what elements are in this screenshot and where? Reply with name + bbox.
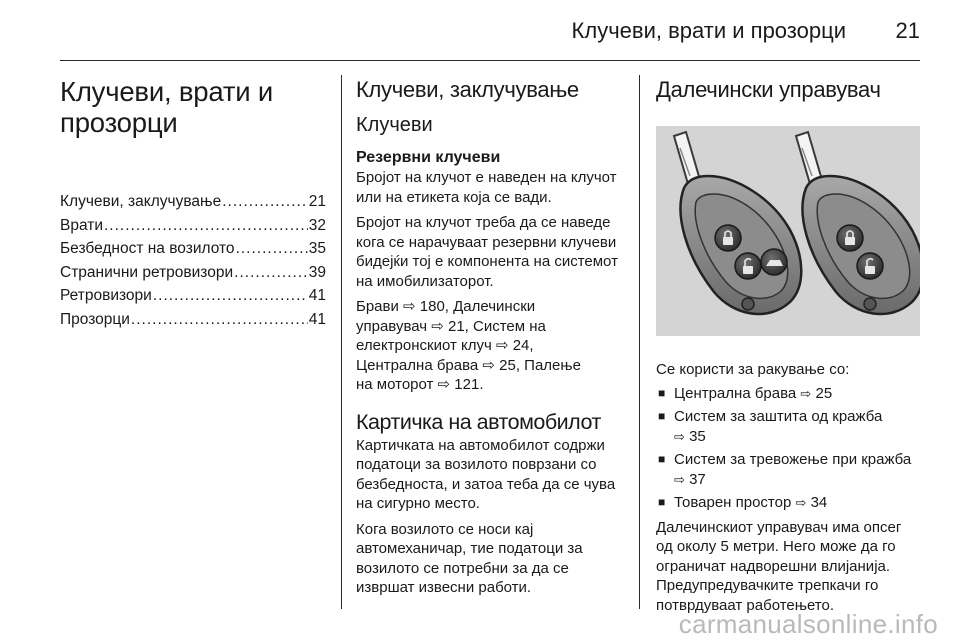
watermark: carmanualsonline.info	[678, 609, 938, 639]
header-divider	[60, 60, 920, 61]
page-ref[interactable]: 35	[689, 427, 706, 445]
ref-line[interactable]: на моторот ⇨ 121.	[356, 376, 484, 393]
remote-key-illustration	[656, 126, 920, 336]
toc-item[interactable]: Клучеви, заклучување ..... 21	[60, 190, 326, 214]
table-of-contents	[60, 190, 326, 331]
usage-list	[656, 384, 922, 514]
section-heading: Клучеви, заклучување	[356, 77, 579, 102]
key-number-paragraph: Бројот на клучот е наведен на клучот или на етикета која се вади.	[356, 169, 617, 206]
page-ref[interactable]: 37	[689, 470, 706, 488]
toc-item[interactable]: Странични ретровизори ..... 39	[60, 261, 326, 285]
page-ref[interactable]: 25	[815, 384, 833, 402]
workshop-paragraph: Кога возилото се носи кај автомеханичар, тие податоци за возилото се потребни за да се извршат извесни работи.	[356, 520, 583, 596]
reference-arrow-icon: ⇨	[795, 496, 807, 511]
ref-line[interactable]: Брави ⇨ 180, Далечински	[356, 298, 536, 315]
usage-item: ■ Систем за тревожење при кражба ⇨ 37	[656, 450, 922, 490]
column-divider-1	[341, 75, 342, 609]
usage-intro: Се користи за ракување со:	[656, 361, 850, 378]
car-card-paragraph: Картичката на автомобилот содржи податоци за возилото поврзани со безбедноста, и затоа теба да се чува на сигурно место.	[356, 436, 616, 512]
column-divider-2	[639, 75, 640, 609]
range-paragraph: Далечинскиот управувач има опсег од околу 5 метри. Него може да го ограничат надворешни влијанија. Предупредувачките трепкачи го потврдуваат работењето.	[656, 518, 902, 614]
remote-keys-svg	[656, 126, 920, 336]
ref-line[interactable]: електронскиот клуч ⇨ 24,	[356, 337, 534, 354]
spare-key-paragraph: Бројот на клучот треба да се наведе кога се нарачуваат резервни клучеви бидејќи тој е компонента на системот на имобилизаторот.	[356, 214, 618, 290]
chapter-title: Клучеви, врати и прозорци	[60, 76, 274, 138]
usage-item: ■ Товарен простор ⇨ 34	[656, 493, 922, 514]
reference-arrow-icon: ⇨	[800, 386, 812, 402]
page-header	[60, 14, 920, 44]
chapter-column	[60, 62, 326, 331]
remote-heading: Далечински управувач	[656, 77, 881, 102]
reference-arrow-icon: ⇨	[674, 429, 685, 445]
toc-item[interactable]: Ретровизори ..... 41	[60, 284, 326, 308]
page-number: 21	[895, 18, 920, 43]
ref-line[interactable]: управувач ⇨ 21, Систем на	[356, 317, 546, 335]
usage-item: ■ Централна брава ⇨ 25	[656, 384, 922, 405]
car-card-heading: Картичка на автомобилот	[356, 409, 601, 434]
cross-reference-paragraph	[356, 297, 624, 395]
remote-key-left	[674, 132, 801, 314]
remote-key-right	[796, 132, 920, 314]
toc-item[interactable]: Врати ..... 32	[60, 214, 326, 238]
spare-keys-heading: Резервни клучеви	[356, 149, 501, 166]
usage-item: ■ Систем за заштита од кражба ⇨ 35	[656, 407, 922, 447]
header-title: Клучеви, врати и прозорци	[571, 18, 846, 43]
toc-item[interactable]: Прозорци ..... 41	[60, 308, 326, 332]
ref-line[interactable]: Централна брава ⇨ 25, Палење	[356, 356, 581, 374]
toc-item[interactable]: Безбедност на возилото ..... 35	[60, 237, 326, 261]
keys-column	[356, 62, 624, 598]
subsection-heading: Клучеви	[356, 114, 433, 136]
page-ref[interactable]: 34	[810, 494, 828, 511]
remote-column	[656, 62, 922, 615]
reference-arrow-icon: ⇨	[674, 472, 685, 488]
